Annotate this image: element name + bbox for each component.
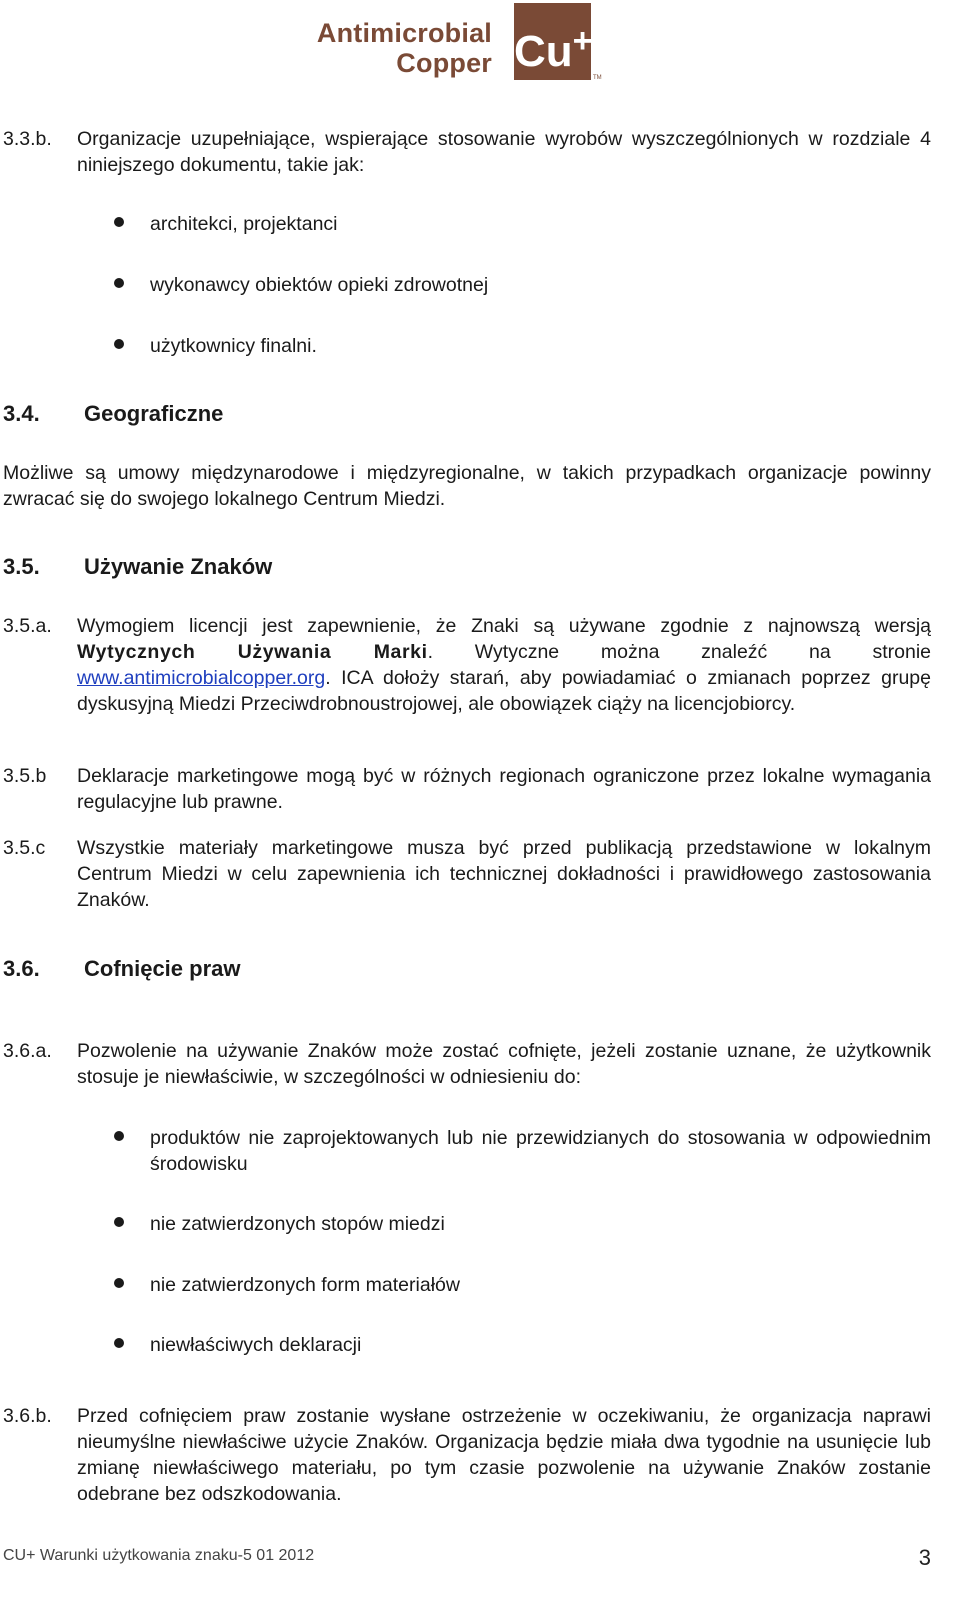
text-run: . Wytyczne można znaleźć na stronie xyxy=(427,641,931,663)
logo-wordmark xyxy=(317,18,492,78)
section-number: 3.3.b. xyxy=(3,128,52,150)
paragraph-3-3-b: Organizacje uzupełniające, wspierające stosowanie wyrobów wyszczególnionych w rozdziale 4 niniejszego dokumentu, takie jak: xyxy=(77,128,931,176)
logo-tm: TM xyxy=(593,75,602,81)
page-number: 3 xyxy=(918,1545,931,1570)
section-number: 3.5.a. xyxy=(3,615,52,637)
logo-mark-text: Cu xyxy=(514,27,573,76)
bullet-dot xyxy=(114,339,124,349)
website-link[interactable]: www.antimicrobialcopper.org xyxy=(77,667,326,689)
list-item: architekci, projektanci xyxy=(150,213,338,235)
heading-title: Używanie Znaków xyxy=(84,554,273,579)
guidelines-title: Wytycznych Używania Marki xyxy=(77,641,428,663)
paragraph-3-5-c: Wszystkie materiały marketingowe musza być przed publikacją przedstawione w lokalnym Centrum Miedzi w celu zapewnienia ich technicznej dokładności i prawidłowego zastosowania Znaków. xyxy=(77,837,931,911)
text-run: . ICA dołoży starań, aby powiadamiać o zmianach poprzez grupę dyskusyjną Miedzi Przeciwdrobnoustrojowej, ale obowiązek ciąży na licencjobiorcy. xyxy=(77,667,931,715)
bullet-dot xyxy=(114,1217,124,1227)
list-item: wykonawcy obiektów opieki zdrowotnej xyxy=(150,274,489,296)
logo-cu-mark xyxy=(514,3,591,80)
section-number: 3.5.c xyxy=(3,837,46,859)
heading-title: Geograficzne xyxy=(84,401,224,426)
list-item: niewłaściwych deklaracji xyxy=(150,1334,362,1356)
heading-number: 3.4. xyxy=(3,401,40,426)
section-number: 3.6.b. xyxy=(3,1405,52,1427)
paragraph-3-5-a xyxy=(77,613,931,717)
section-number: 3.5.b xyxy=(3,765,47,787)
paragraph-3-5-b: Deklaracje marketingowe mogą być w różnych regionach ograniczone przez lokalne wymagania regulacyjne lub prawne. xyxy=(77,765,931,813)
footer-text: CU+ Warunki użytkowania znaku-5 01 2012 xyxy=(3,1547,315,1564)
bullet-dot xyxy=(114,217,124,227)
heading-title: Cofnięcie praw xyxy=(84,956,241,981)
section-number: 3.6.a. xyxy=(3,1040,52,1062)
bullet-dot xyxy=(114,278,124,288)
bullet-dot xyxy=(114,1131,124,1141)
heading-number: 3.5. xyxy=(3,554,40,579)
bullet-dot xyxy=(114,1338,124,1348)
paragraph-3-6-b: Przed cofnięciem praw zostanie wysłane ostrzeżenie w oczekiwaniu, że organizacja naprawi nieumyślne niewłaściwe użycie Znaków. Organizacja będzie miała dwa tygodnie na usunięcie lub zmianę niewłaściwego materiału, po tym czasie pozwolenie na używanie Znaków zostanie odebrane bez odszkodowania. xyxy=(77,1405,931,1505)
list-item: nie zatwierdzonych form materiałów xyxy=(150,1274,460,1296)
logo-mark-plus: + xyxy=(572,22,593,60)
list-item: nie zatwierdzonych stopów miedzi xyxy=(150,1213,445,1235)
paragraph-3-6-a: Pozwolenie na używanie Znaków może zostać cofnięte, jeżeli zostanie uznane, że użytkownik stosuje je niewłaściwie, w szczególności w odniesieniu do: xyxy=(77,1040,931,1088)
text-run: Wymogiem licencji jest zapewnienie, że Znaki są używane zgodnie z najnowszą wersją xyxy=(77,615,931,637)
list-item: produktów nie zaprojektowanych lub nie przewidzianych do stosowania w odpowiednim środowisku xyxy=(150,1127,931,1175)
paragraph-3-4: Możliwe są umowy międzynarodowe i międzyregionalne, w takich przypadkach organizacje powinny zwracać się do swojego lokalnego Centrum Miedzi. xyxy=(3,462,931,510)
logo-line-2: Copper xyxy=(396,48,492,78)
list-item: użytkownicy finalni. xyxy=(150,335,317,357)
logo-line-1: Antimicrobial xyxy=(316,18,492,48)
bullet-dot xyxy=(114,1278,124,1288)
heading-number: 3.6. xyxy=(3,956,40,981)
